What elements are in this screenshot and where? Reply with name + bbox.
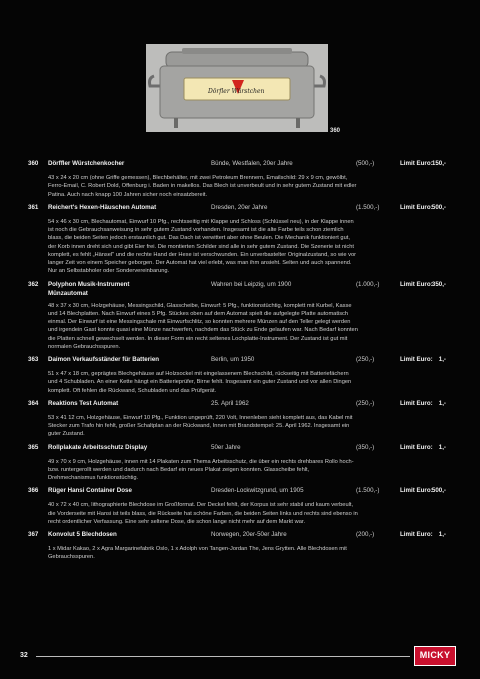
lot-place: Bünde, Westfalen, 20er Jahre xyxy=(211,160,293,167)
lot-description: 40 x 72 x 40 cm, lithographierte Blechdose im Großformat. Der Deckel fehlt, der Korpus ist sehr stabil und kaum verbeult, die Vorderseite mit Hansi ist teils blass, die Rückseite hat schöne Farben, die beiden Seiten links und rechts sind ebenso in recht ordentlicher Verfassung. Eine sehr seltene Dose, die schon lange nicht mehr auf dem Markt war. xyxy=(48,502,358,525)
limit-value: 1,- xyxy=(438,531,446,538)
lot-description: 53 x 41 12 cm, Holzgehäuse, Einwurf 10 Pfg., Funktion ungeprüft, 220 Volt, Innenleben sieht komplett aus, das Kabel mit Stecker zum Trafo hin fehlt, großer Schaltplan an der Rückwand, Innen mit Brandstempel: 25. April 1962. Insgesamt ein guter Zustand. xyxy=(48,414,353,438)
limit-value: 500,- xyxy=(431,203,446,211)
lot-estimate: (250,-) xyxy=(356,356,375,363)
lot-title: Daimon Verkaufsständer für Batterien xyxy=(48,356,160,363)
lot-estimate: (350,-) xyxy=(356,443,375,451)
limit-value: 1,- xyxy=(438,399,446,407)
page-number: 32 xyxy=(20,652,28,659)
lot-header xyxy=(26,160,446,170)
lot-subtitle: Münzautomat xyxy=(48,289,88,297)
limit-label: Limit Euro: xyxy=(400,356,433,363)
lot-number: 362 xyxy=(28,280,39,288)
lot-title: Reaktions Test Automat xyxy=(48,399,119,407)
lot-header xyxy=(26,531,446,541)
lot-title: Konvolut 5 Blechdosen xyxy=(48,531,117,538)
lot-place: 25. April 1962 xyxy=(211,399,249,407)
lot-photo xyxy=(146,44,328,132)
lot-header xyxy=(26,444,446,454)
limit-label: Limit Euro: xyxy=(400,443,433,451)
limit-label: Limit Euro: xyxy=(400,399,433,407)
lot-place: 50er Jahre xyxy=(211,443,241,451)
lot-number: 367 xyxy=(28,531,39,538)
lot-number: 364 xyxy=(28,399,39,407)
lot-place: Wahren bei Leipzig, um 1900 xyxy=(211,280,292,288)
lot-number: 366 xyxy=(28,487,39,495)
lot-entry xyxy=(26,487,446,526)
lot-place: Berlin, um 1950 xyxy=(211,356,255,363)
lot-title: Reichert's Hexen-Häuschen Automat xyxy=(48,203,157,211)
lot-place: Norwegen, 20er-50er Jahre xyxy=(211,531,287,538)
limit-label: Limit Euro: xyxy=(400,487,433,495)
sign-text: Dörfler Würstchen xyxy=(208,88,265,95)
lot-entry xyxy=(26,281,446,352)
lot-number: 365 xyxy=(28,443,39,451)
photo-lot-number: 360 xyxy=(330,128,341,134)
lot-entry xyxy=(26,400,446,439)
lot-list xyxy=(26,160,446,567)
lot-description: 51 x 47 x 18 cm, geprägtes Blechgehäuse auf Holzsockel mit eingelassenem Blechschild, rückseitig mit Batteriefächern und 4 Schubladen. An einer Kette hängt ein Batterieprüfer, Birne fehlt. Insgesamt ein guter Zustand und vor allen Dingen komplett. Oft fehlen die Rückwand, Schubladen und das Prüfgerät. xyxy=(48,371,352,394)
limit-value: 500,- xyxy=(431,487,446,495)
lot-estimate: (500,-) xyxy=(356,160,375,167)
lot-header xyxy=(26,487,446,497)
lot-entry xyxy=(26,160,446,199)
limit-label: Limit Euro: xyxy=(400,280,433,288)
lot-title: Rollplakate Arbeitsschutz Display xyxy=(48,443,148,451)
lot-entry xyxy=(26,204,446,276)
limit-value: 1,- xyxy=(438,443,446,451)
lot-entry xyxy=(26,531,446,562)
lot-description: 48 x 37 x 30 cm, Holzgehäuse, Messingschild, Glasscheibe, Einwurf: 5 Pfg., funktionstüchtig, komplett mit Kurbel, Kasse und 14 Blechplatten. Nach Einwurf eines 5 Pfg. Stückes oben auf dem Automat spielt die aufgelegte Platte automatisch einmal. Der Einwurf ist eine Messingschale mit Einwurfschlitz, so konnten mehrere Münzen auf den Teller gelegt werden und irgendein Gast konnte quasi eine Münze nachwerfen, nachdem das Stück zu Ende gelaufen war. Nach Bedarf konnten die Platten schnell gewechselt werden. In dieser Form ein recht seltenes Lochplatte-Instrument. Der Zustand ist gut mit normalen Gebrauchsspuren. xyxy=(48,302,358,350)
lot-number: 363 xyxy=(28,356,39,363)
lot-estimate: (1.500,-) xyxy=(356,203,380,211)
limit-label: Limit Euro: xyxy=(400,531,433,538)
lot-place: Dresden-Lockwitzgrund, um 1905 xyxy=(211,487,304,495)
lot-estimate: (250,-) xyxy=(356,399,375,407)
lot-header xyxy=(26,356,446,366)
lot-description: 54 x 46 x 30 cm, Blechautomat, Einwurf 10 Pfg., rechtsseitig mit Klappe und Schloss (Schlüssel neu), in der Klappe innen ist noch die Gebrauchsanweisung in sehr gutem Zustand vorhanden. Insgesamt ist die alte Farbe teils schon ziemlich blass, die beiden Seiten jedoch erstaunlich gut. Das Dach ist verwittert aber ohne Beulen. Die Mechanik funktioniert gut, der Korb innen dreht sich und gibt Eier frei. Die montierten Schilder sind alle in sehr gutem Zustand. Die Szenerie ist nicht komplett, es fehlt „Hänsel" und die rechte Hand der Hexe ist verschwunden. Ein unverbastelter Originalzustand, so wie vor langer Zeit von einem Speicher geborgen. Der Automat hat viel erlebt, was man ihm ansieht. Selten und auch spannend. Nur an Selbstabholer oder Sondervereinbarung. xyxy=(48,218,357,275)
footer-rule xyxy=(36,656,410,657)
lot-estimate: (1.500,-) xyxy=(356,487,380,495)
lot-number: 360 xyxy=(28,160,39,167)
lot-number: 361 xyxy=(28,203,39,211)
lot-description: 49 x 70 x 9 cm, Holzgehäuse, innen mit 14 Plakaten zum Thema Arbeitsschutz, die über ein rechts drehbares Rollo hoch- bzw. runtergerollt werden und dadurch nach Bedarf ein neues Plakat zeigen konnten. Glasscheibe fehlt, Drehmechanismus funktionstüchtig. xyxy=(48,458,354,481)
lot-estimate: (1.000,-) xyxy=(356,280,380,288)
limit-value: 350,- xyxy=(431,280,446,288)
lot-title: Dörffler Würstchenkocher xyxy=(48,160,125,167)
limit-value: 1,- xyxy=(438,356,446,363)
lot-entry xyxy=(26,356,446,395)
limit-value: 150,- xyxy=(431,160,446,167)
lot-entry xyxy=(26,444,446,483)
lot-title: Polyphon Musik-Instrument xyxy=(48,280,130,288)
lot-description: 1 x Midar Kakao, 2 x Agra Margarinefabrik Oslo, 1 x Adolph von Tangen-Jordan The, Jens Grytten. Alle Blechdosen mit Gebrauchsspuren. xyxy=(48,546,347,561)
micky-logo: MICKY xyxy=(414,646,456,666)
lot-estimate: (200,-) xyxy=(356,531,375,538)
wurstchenkocher-image xyxy=(146,44,328,132)
lot-place: Dresden, 20er Jahre xyxy=(211,203,268,211)
lot-title: Rüger Hansi Container Dose xyxy=(48,487,132,495)
lot-header xyxy=(26,281,446,291)
limit-label: Limit Euro: xyxy=(400,160,433,167)
limit-label: Limit Euro: xyxy=(400,203,433,211)
lot-header xyxy=(26,204,446,214)
lot-header xyxy=(26,400,446,410)
lot-description: 43 x 24 x 20 cm (ohne Griffe gemessen), Blechbehälter, mit zwei Petroleum Brennern, Emailschild: 29 x 9 cm, gewölbt, Ferro-Email, C. Robert Dold, Offenburg i. Baden in makellos. Das Blech ist unverbeult und in sehr gutem Zustand mit edler Patina. Auch nach knapp 100 Jahren sicher noch einsatzbereit. xyxy=(48,175,357,198)
